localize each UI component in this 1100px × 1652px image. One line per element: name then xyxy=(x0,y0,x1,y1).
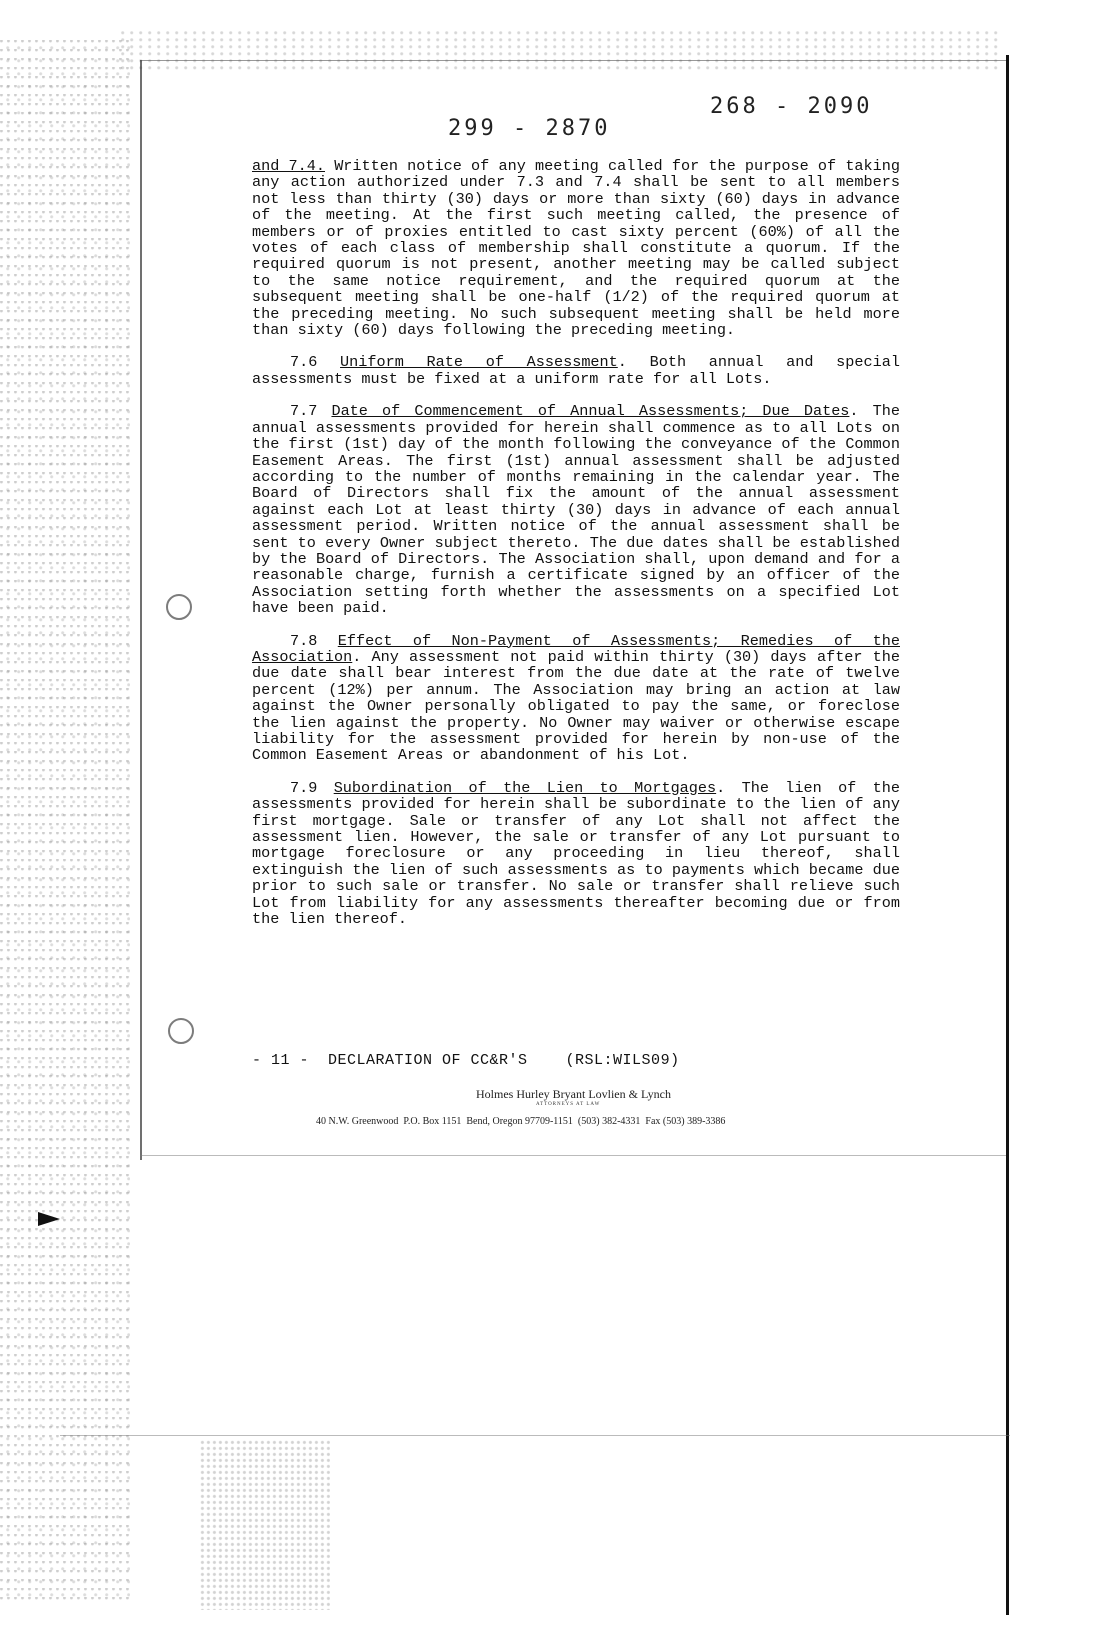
section-title: Date of Commencement of Annual Assessments; Due Dates xyxy=(331,402,850,421)
section-number: 7.6 xyxy=(290,353,318,372)
paragraph-continuation xyxy=(252,158,900,338)
section-number: 7.8 xyxy=(290,631,318,650)
section-title: Uniform Rate of Assessment xyxy=(340,353,618,372)
page-edge-left xyxy=(140,60,142,1160)
scan-noise-bottom xyxy=(200,1440,330,1610)
section-7-6 xyxy=(252,354,900,387)
section-title: Effect of Non-Payment of Assessments; Remedies of the Association xyxy=(252,631,900,666)
punch-hole-icon xyxy=(166,594,192,620)
scan-noise-left xyxy=(0,40,130,1600)
page-edge-bottom xyxy=(140,1155,1006,1156)
arrow-marker-icon xyxy=(38,1212,60,1226)
section-number: 7.9 xyxy=(290,778,318,797)
continuation-lead: and 7.4. xyxy=(252,157,325,175)
continuation-text: Written notice of any meeting called for the purpose of taking any action authorized under 7.3 and 7.4 shall be sent to all members not less than thirty (30) days or more than sixty (60) days in advance of the meeting. At the first such meeting called, the presence of members or of proxies entitled to cast sixty percent (60%) of all the votes of each class of membership shall constitute a quorum. If the required quorum is not present, another meeting may be called subject to the same notice requirement, and the required quorum at the subsequent meeting shall be one-half (1/2) of the required quorum at the preceding meeting. No such subsequent meeting shall be held more than sixty (60) days following the preceding meeting. xyxy=(252,157,900,340)
page-edge-right xyxy=(1006,55,1009,1615)
firm-subtitle: ATTORNEYS AT LAW xyxy=(536,1102,601,1107)
recording-number-left: 299 - 2870 xyxy=(448,116,611,141)
firm-name: Holmes Hurley Bryant Lovlien & Lynch xyxy=(476,1087,671,1101)
section-7-7 xyxy=(252,403,900,616)
section-number: 7.7 xyxy=(290,402,318,421)
section-title: Subordination of the Lien to Mortgages xyxy=(333,778,717,797)
firm-address: 40 N.W. Greenwood P.O. Box 1151 Bend, Oregon 97709-1151 (503) 382-4331 Fax (503) 389-3386 xyxy=(316,1116,726,1127)
recording-number-right: 268 - 2090 xyxy=(710,94,873,119)
section-body: . The annual assessments provided for herein shall commence as to all Lots on the first (1st) day of the month following the conveyance of the Common Easement Areas. The first (1st) annual assessment shall be adjusted according to the number of months remaining in the calendar year. The Board of Directors shall fix the amount of the annual assessment against each Lot at least thirty (30) days in advance of each annual assessment period. Written notice of the annual assessment shall be sent to every Owner subject thereto. The due dates shall be established by the Board of Directors. The Association shall, upon demand and for a reasonable charge, furnish a certificate signed by an officer of the Association setting forth whether the assessments on a specified Lot have been paid. xyxy=(252,402,900,618)
section-body: . The lien of the assessments provided for herein shall be subordinate to the lien of any first mortgage. Sale or transfer of any Lot shall not affect the assessment lien. However, the sale or transfer of any Lot pursuant to mortgage foreclosure or any proceeding in lieu thereof, shall extinguish the lien of such assessments as to payments which became due prior to such sale or transfer. No sale or transfer shall relieve such Lot from liability for any assessments thereafter becoming due or from the lien thereof. xyxy=(252,778,900,929)
section-7-9 xyxy=(252,780,900,928)
section-body: . Both annual and special assessments must be fixed at a uniform rate for all Lots. xyxy=(252,353,900,388)
scan-edge-bottom xyxy=(60,1435,1010,1436)
document-body xyxy=(252,158,900,943)
section-7-8 xyxy=(252,633,900,764)
scan-noise-top xyxy=(120,30,1000,70)
page-edge-top xyxy=(140,60,1006,61)
punch-hole-icon xyxy=(168,1018,194,1044)
page-footer: - 11 - DECLARATION OF CC&R'S (RSL:WILS09) xyxy=(252,1052,680,1069)
section-body: . Any assessment not paid within thirty (30) days after the due date shall bear interest from the due date at the rate of twelve percent (12%) per annum. The Association may bring an action at law against the Owner personally obligated to pay the same, or foreclose the lien against the property. No Owner may waiver or otherwise escape liability for the assessment provided for herein by non-use of the Common Easement Areas or abandonment of his Lot. xyxy=(252,647,900,765)
